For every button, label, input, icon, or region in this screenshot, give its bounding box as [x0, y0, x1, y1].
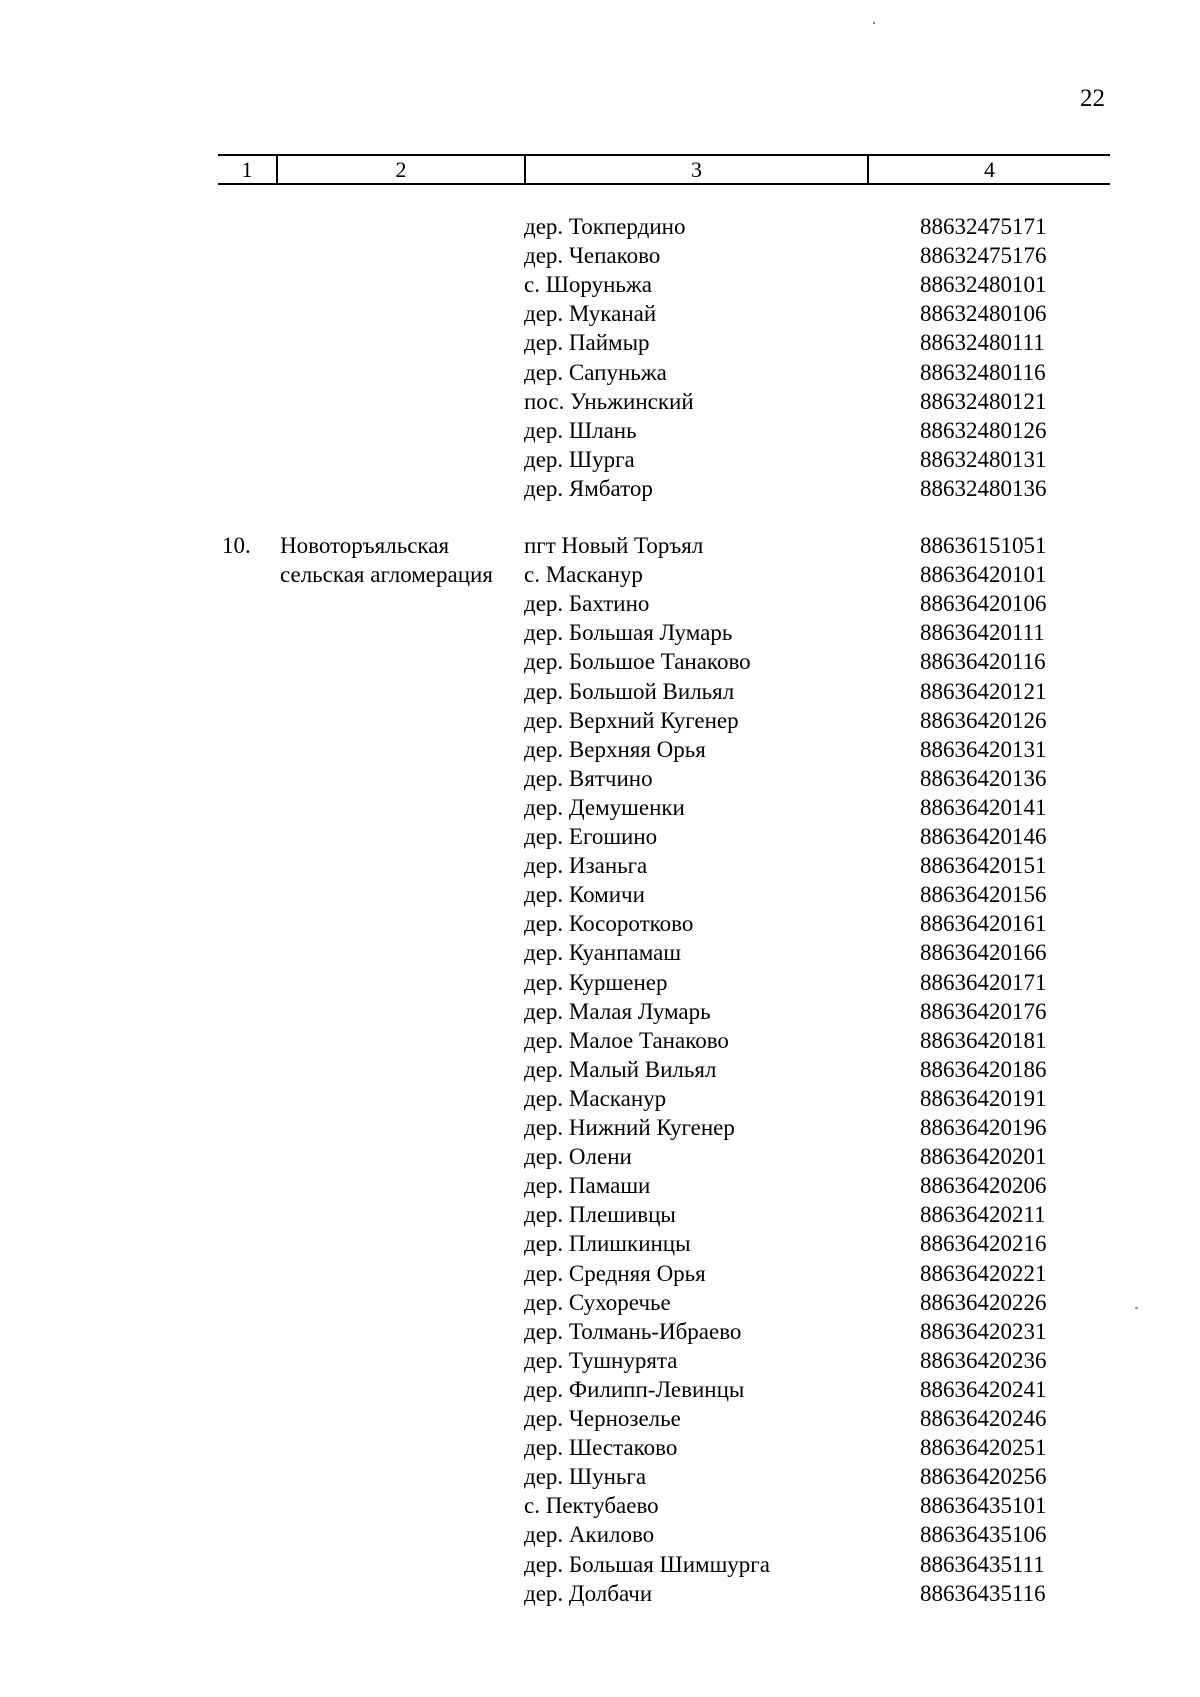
settlement-name: дер. Малая Лумарь — [524, 998, 711, 1024]
settlement-name: дер. Демушенки — [524, 794, 685, 820]
settlement-name: дер. Шуньга — [524, 1464, 647, 1490]
table-column-header — [218, 154, 1110, 185]
oktmo-code: 88636420216 — [920, 1231, 1047, 1257]
oktmo-code: 88636420241 — [920, 1376, 1047, 1402]
oktmo-code: 88632475171 — [920, 214, 1047, 239]
settlement-name: дер. Нижний Кугенер — [524, 1115, 735, 1140]
settlement-name: дер. Паймыр — [524, 330, 650, 356]
oktmo-code: 88636420181 — [920, 1027, 1047, 1053]
settlement-name: дер. Бахтино — [524, 591, 650, 617]
settlement-name: дер. Большая Лумарь — [524, 620, 733, 646]
oktmo-code: 88636420106 — [920, 591, 1047, 617]
oktmo-code: 88636420206 — [920, 1173, 1047, 1199]
settlement-name: дер. Егошино — [524, 824, 658, 849]
agglomeration-name: Новоторъяльская — [280, 533, 450, 558]
settlement-name: дер. Ямбатор — [524, 475, 653, 501]
oktmo-code: 88636420201 — [920, 1144, 1047, 1170]
settlement-name: дер. Малое Танаково — [524, 1027, 729, 1053]
settlement-name: дер. Сухоречье — [524, 1289, 671, 1315]
settlement-name: пос. Уньжинский — [524, 388, 694, 414]
settlement-name: дер. Средняя Орья — [524, 1260, 706, 1286]
oktmo-code: 88636420141 — [920, 794, 1047, 820]
settlement-name: дер. Косоротково — [524, 911, 694, 937]
settlement-name: дер. Олени — [524, 1144, 632, 1170]
oktmo-code: 88632480116 — [920, 359, 1046, 385]
oktmo-code: 88636420146 — [920, 824, 1047, 849]
oktmo-code: 88632480106 — [920, 301, 1047, 327]
settlement-name: дер. Акилово — [524, 1522, 655, 1548]
oktmo-code: 88636420166 — [920, 940, 1047, 966]
oktmo-code: 88636435111 — [920, 1551, 1045, 1577]
oktmo-code: 88636420196 — [920, 1115, 1047, 1140]
settlement-name: дер. Шурга — [524, 446, 635, 472]
oktmo-code: 88632480121 — [920, 388, 1047, 414]
settlement-name: дер. Верхняя Орья — [524, 736, 706, 762]
oktmo-code: 88636420256 — [920, 1464, 1047, 1490]
scan-speck — [1135, 1307, 1138, 1309]
settlement-name: дер. Куршенер — [524, 969, 668, 995]
settlement-name: дер. Муканай — [524, 301, 657, 327]
column-number-3: 3 — [524, 156, 867, 183]
oktmo-code: 88636420161 — [920, 911, 1047, 937]
settlement-name: дер. Плишкинцы — [524, 1231, 691, 1257]
settlement-name: дер. Большая Шимшурга — [524, 1551, 770, 1577]
oktmo-code: 88636151051 — [920, 533, 1047, 558]
settlement-name: дер. Чернозелье — [524, 1406, 681, 1431]
settlement-name: дер. Сапуньжа — [524, 359, 667, 385]
oktmo-code: 88636420186 — [920, 1056, 1047, 1082]
oktmo-code: 88632480126 — [920, 417, 1047, 443]
oktmo-code: 88636420126 — [920, 707, 1047, 733]
oktmo-code: 88632475176 — [920, 243, 1047, 269]
settlement-name: дер. Шестаково — [524, 1435, 678, 1461]
settlement-name: дер. Долбачи — [524, 1580, 653, 1606]
oktmo-code: 88636420251 — [920, 1435, 1047, 1461]
oktmo-code: 88636420226 — [920, 1289, 1047, 1315]
settlement-name: с. Пектубаево — [524, 1493, 659, 1519]
oktmo-code: 88636420231 — [920, 1318, 1047, 1344]
column-number-1: 1 — [241, 156, 253, 182]
oktmo-code: 88636420221 — [920, 1260, 1047, 1286]
oktmo-code: 88636420246 — [920, 1406, 1047, 1431]
oktmo-code: 88636420131 — [920, 736, 1047, 762]
oktmo-code: 88636420136 — [920, 765, 1047, 791]
settlement-name: дер. Большое Танаково — [524, 649, 751, 675]
settlement-name: дер. Чепаково — [524, 243, 661, 269]
oktmo-code: 88636435106 — [920, 1522, 1047, 1548]
oktmo-code: 88636420101 — [920, 562, 1047, 588]
settlement-name: с. Шоруньжа — [524, 272, 653, 298]
settlement-name: дер. Куанпамаш — [524, 940, 682, 966]
row-number: 10. — [222, 533, 251, 558]
oktmo-code: 88636420211 — [920, 1202, 1046, 1228]
oktmo-code: 88632480131 — [920, 446, 1047, 472]
oktmo-code: 88636420111 — [920, 620, 1045, 646]
settlement-name: дер. Токпердино — [524, 214, 686, 239]
column-number-2: 2 — [276, 156, 524, 183]
oktmo-code: 88636420171 — [920, 969, 1047, 995]
settlement-name: пгт Новый Торъял — [524, 533, 704, 558]
settlement-name: дер. Масканур — [524, 1085, 667, 1111]
settlement-name: дер. Шлань — [524, 417, 637, 443]
settlement-name: дер. Памаши — [524, 1173, 651, 1199]
page-number: 22 — [1080, 85, 1105, 112]
oktmo-code: 88636420191 — [920, 1085, 1047, 1111]
settlement-name: дер. Вятчино — [524, 765, 653, 791]
oktmo-code: 88636435101 — [920, 1493, 1047, 1519]
scan-speck — [873, 22, 875, 24]
oktmo-code: 88632480136 — [920, 475, 1047, 501]
oktmo-code: 88636420236 — [920, 1347, 1047, 1373]
settlement-name: дер. Большой Вильял — [524, 678, 735, 704]
oktmo-code: 88636420121 — [920, 678, 1047, 704]
settlement-name: дер. Тушнурята — [524, 1347, 678, 1373]
oktmo-code: 88636420116 — [920, 649, 1046, 675]
oktmo-code: 88636420156 — [920, 882, 1047, 908]
oktmo-code: 88636420151 — [920, 853, 1047, 879]
settlement-name: дер. Изаньга — [524, 853, 648, 879]
settlement-name: дер. Толмань-Ибраево — [524, 1318, 742, 1344]
oktmo-code: 88632480101 — [920, 272, 1047, 298]
settlement-name: дер. Плешивцы — [524, 1202, 676, 1228]
settlement-name: дер. Комичи — [524, 882, 645, 908]
settlement-name: дер. Малый Вильял — [524, 1056, 717, 1082]
settlement-name: дер. Филипп-Левинцы — [524, 1376, 745, 1402]
oktmo-code: 88632480111 — [920, 330, 1045, 356]
agglomeration-name: сельская агломерация — [280, 562, 493, 588]
column-number-4: 4 — [867, 156, 1110, 183]
oktmo-code: 88636435116 — [920, 1580, 1046, 1606]
oktmo-code: 88636420176 — [920, 998, 1047, 1024]
settlement-name: дер. Верхний Кугенер — [524, 707, 739, 733]
settlement-name: с. Масканур — [524, 562, 643, 588]
